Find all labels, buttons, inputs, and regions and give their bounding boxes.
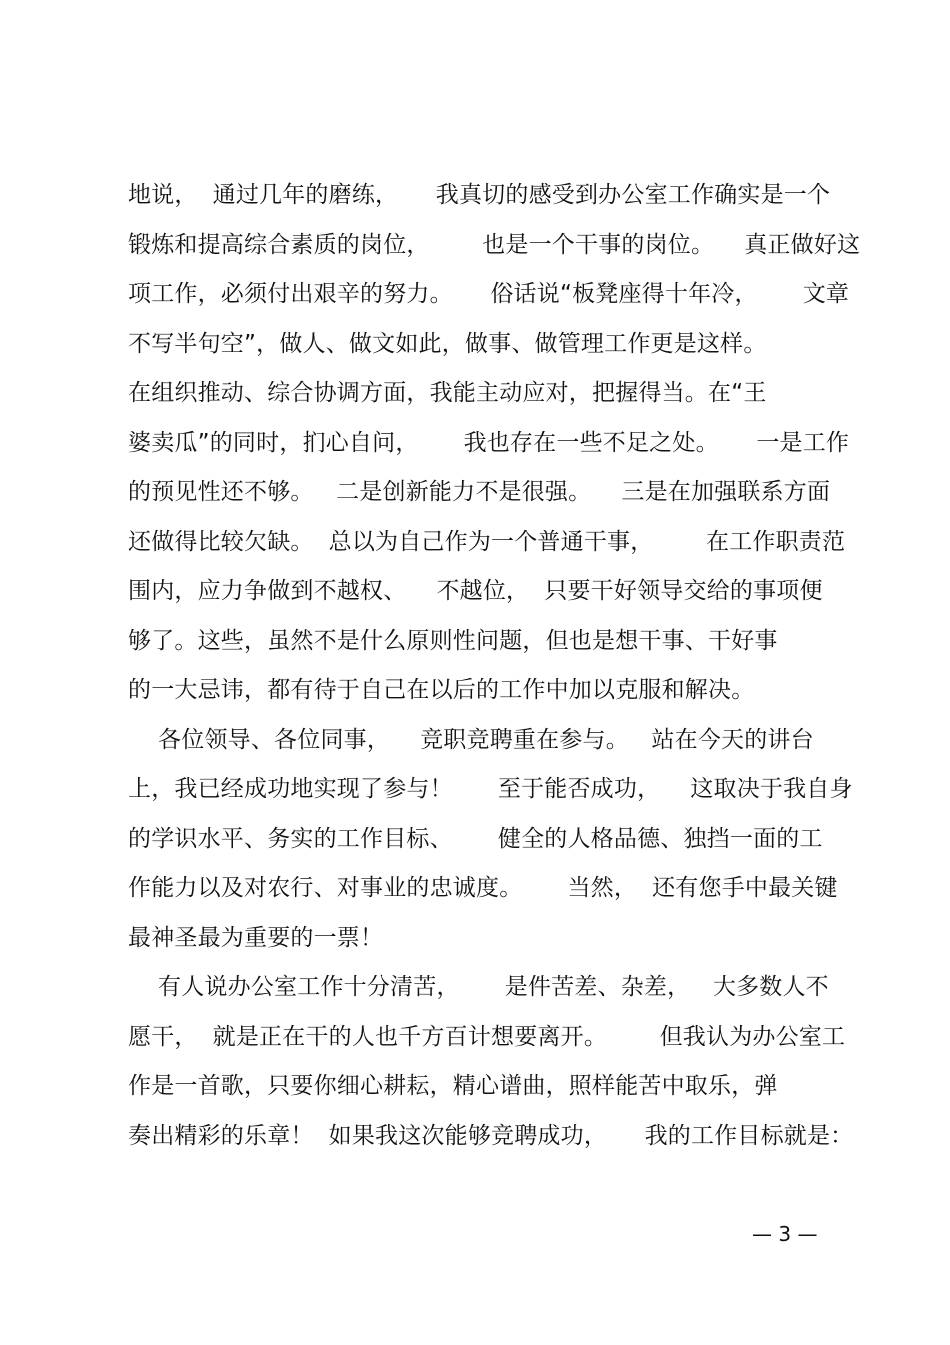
text-line: 项工作，必须付出艰辛的努力。 俗话说“板凳座得十年冷， 文章 bbox=[128, 281, 850, 307]
body-text bbox=[128, 178, 861, 1168]
text-line: 作能力以及对农行、对事业的忠诚度。 当然， 还有您手中最关键 bbox=[128, 875, 838, 901]
text-line: 锻炼和提高综合素质的岗位， 也是一个干事的岗位。 真正做好这 bbox=[128, 231, 861, 258]
text-line: 作是一首歌，只要你细心耕耘，精心谱曲，照样能苦中取乐，弹 bbox=[128, 1073, 778, 1099]
text-line: 围内，应力争做到不越权、 不越位， 只要干好领导交给的事项便 bbox=[128, 578, 823, 604]
text-line: 还做得比较欠缺。 总以为自己作为一个普通干事， 在工作职责范 bbox=[128, 528, 846, 555]
text-line: 够了。这些，虽然不是什么原则性问题，但也是想干事、干好事 bbox=[128, 627, 778, 654]
text-line: 在组织推动、综合协调方面，我能主动应对，把握得当。在“王 bbox=[128, 380, 767, 406]
text-line: 上，我已经成功地实现了参与！ 至于能否成功， 这取决于我自身 bbox=[128, 776, 853, 802]
text-line: 愿干， 就是正在干的人也千方百计想要离开。 但我认为办公室工 bbox=[128, 1023, 846, 1050]
page-number: — 3 — bbox=[752, 1222, 818, 1246]
text-line: 地说， 通过几年的磨练， 我真切的感受到办公室工作确实是一个 bbox=[128, 182, 831, 208]
text-line: 婆卖瓜”的同时，扪心自问， 我也存在一些不足之处。 一是工作 bbox=[128, 429, 850, 456]
text-line: 不写半句空”，做人、做文如此，做事、做管理工作更是这样。 bbox=[128, 330, 767, 357]
text-line: 的预见性还不够。 二是创新能力不是很强。 三是在加强联系方面 bbox=[128, 479, 831, 505]
text-line: 有人说办公室工作十分清苦， 是件苦差、杂差， 大多数人不 bbox=[128, 974, 829, 1000]
text-line: 最神圣最为重要的一票！ bbox=[128, 924, 384, 951]
text-line: 各位领导、各位同事， 竞职竞聘重在参与。 站在今天的讲台 bbox=[128, 726, 814, 753]
text-line: 的一大忌讳，都有待于自己在以后的工作中加以克服和解决。 bbox=[128, 677, 755, 703]
text-line: 的学识水平、务实的工作目标、 健全的人格品德、独挡一面的工 bbox=[128, 825, 823, 852]
text-line: 奏出精彩的乐章！ 如果我这次能够竞聘成功， 我的工作目标就是： bbox=[128, 1122, 854, 1149]
